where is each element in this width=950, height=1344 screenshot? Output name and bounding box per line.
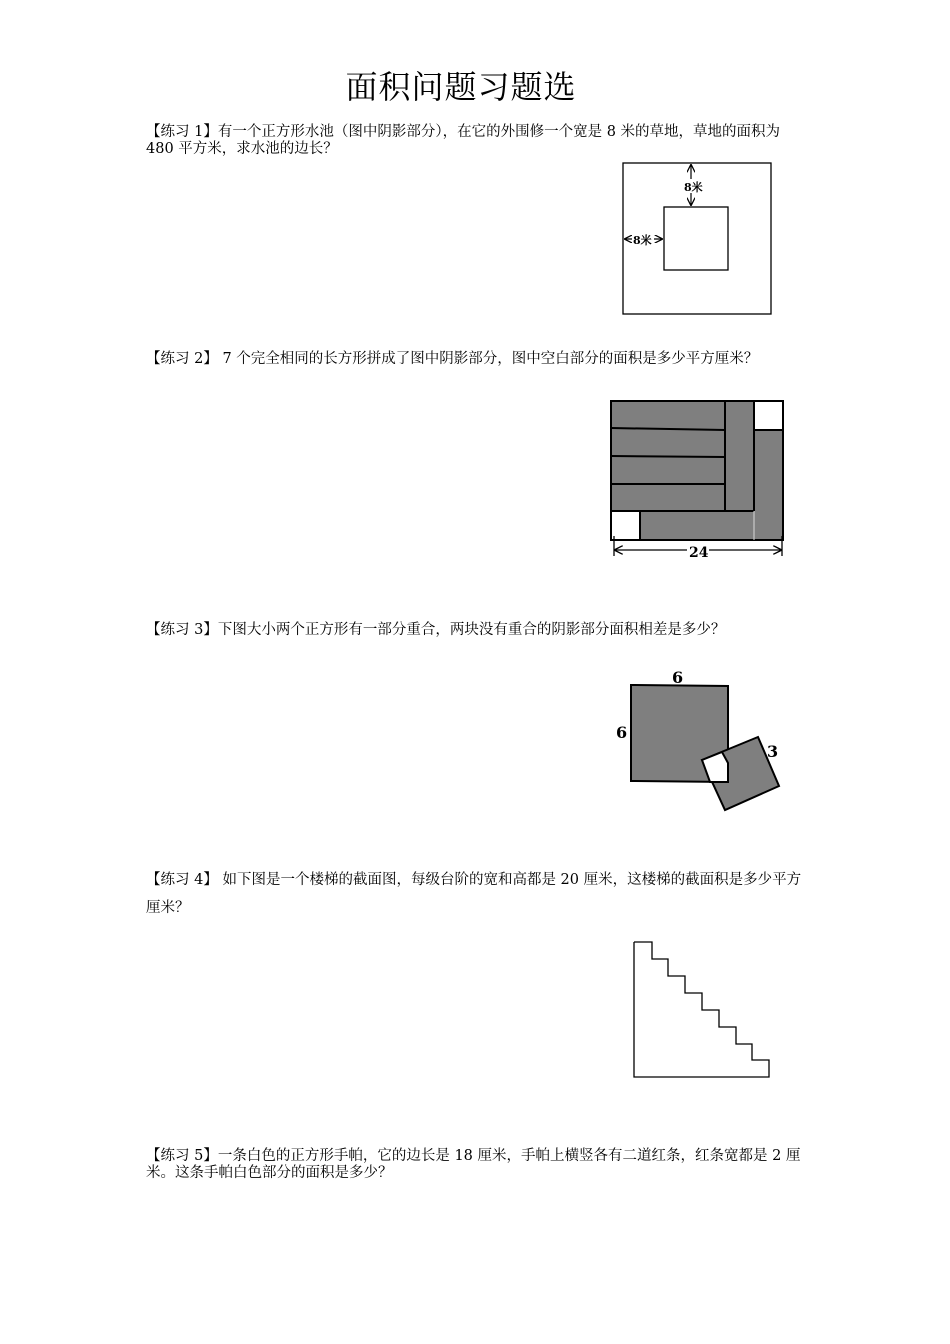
exercise-3-text: [146, 622, 808, 639]
top-width-label: 8米: [684, 181, 703, 194]
large-left-label: 6: [616, 723, 628, 742]
large-top-label: 6: [672, 668, 684, 687]
width-label: 24: [689, 545, 709, 561]
page-title: 面积问题习题选: [345, 68, 577, 106]
exercise-2-body: 7 个完全相同的长方形拼成了图中阴影部分，图中空白部分的面积是多少平方厘米？: [217, 351, 759, 367]
exercise-2-label: 【练习 2】: [146, 351, 218, 367]
exercise-5-text: [146, 1148, 808, 1182]
exercise-1-figure: [618, 160, 778, 320]
exercise-4-label: 【练习 4】: [146, 872, 218, 888]
exercise-2-text: [146, 345, 808, 373]
small-side-label: 3: [767, 742, 779, 761]
exercise-2-figure: [606, 396, 790, 562]
exercise-4-body: 如下图是一个楼梯的截面图，每级台阶的宽和高都是 20 厘米，这楼梯的截面积是多少平方厘米？: [146, 872, 802, 916]
exercise-3-body: 下图大小两个正方形有一部分重合，两块没有重合的阴影部分面积相差是多少？: [217, 622, 726, 638]
exercise-5-label: 【练习 5】: [146, 1148, 218, 1164]
exercise-3-label: 【练习 3】: [146, 622, 218, 638]
exercise-1-body: 有一个正方形水池（图中阴影部分），在它的外围修一个宽是 8 米的草地，草地的面积为 480 平方米，求水池的边长？: [146, 124, 781, 157]
exercise-5-body: 一条白色的正方形手帕，它的边长是 18 厘米，手帕上横竖各有二道红条，红条宽都是 2 厘米。这条手帕白色部分的面积是多少？: [146, 1148, 801, 1181]
white-corner-bottom-left: [611, 511, 640, 540]
exercise-3-figure: [608, 664, 788, 816]
exercise-4-figure: [630, 938, 776, 1082]
pool-square: [664, 207, 728, 270]
exercise-1-label: 【练习 1】: [146, 124, 218, 140]
left-width-label: 8米: [633, 234, 652, 247]
white-corner-top-right: [754, 401, 783, 430]
stair-outline: [634, 942, 769, 1077]
exercise-1-text: [146, 124, 808, 158]
exercise-4-text: [146, 866, 808, 922]
